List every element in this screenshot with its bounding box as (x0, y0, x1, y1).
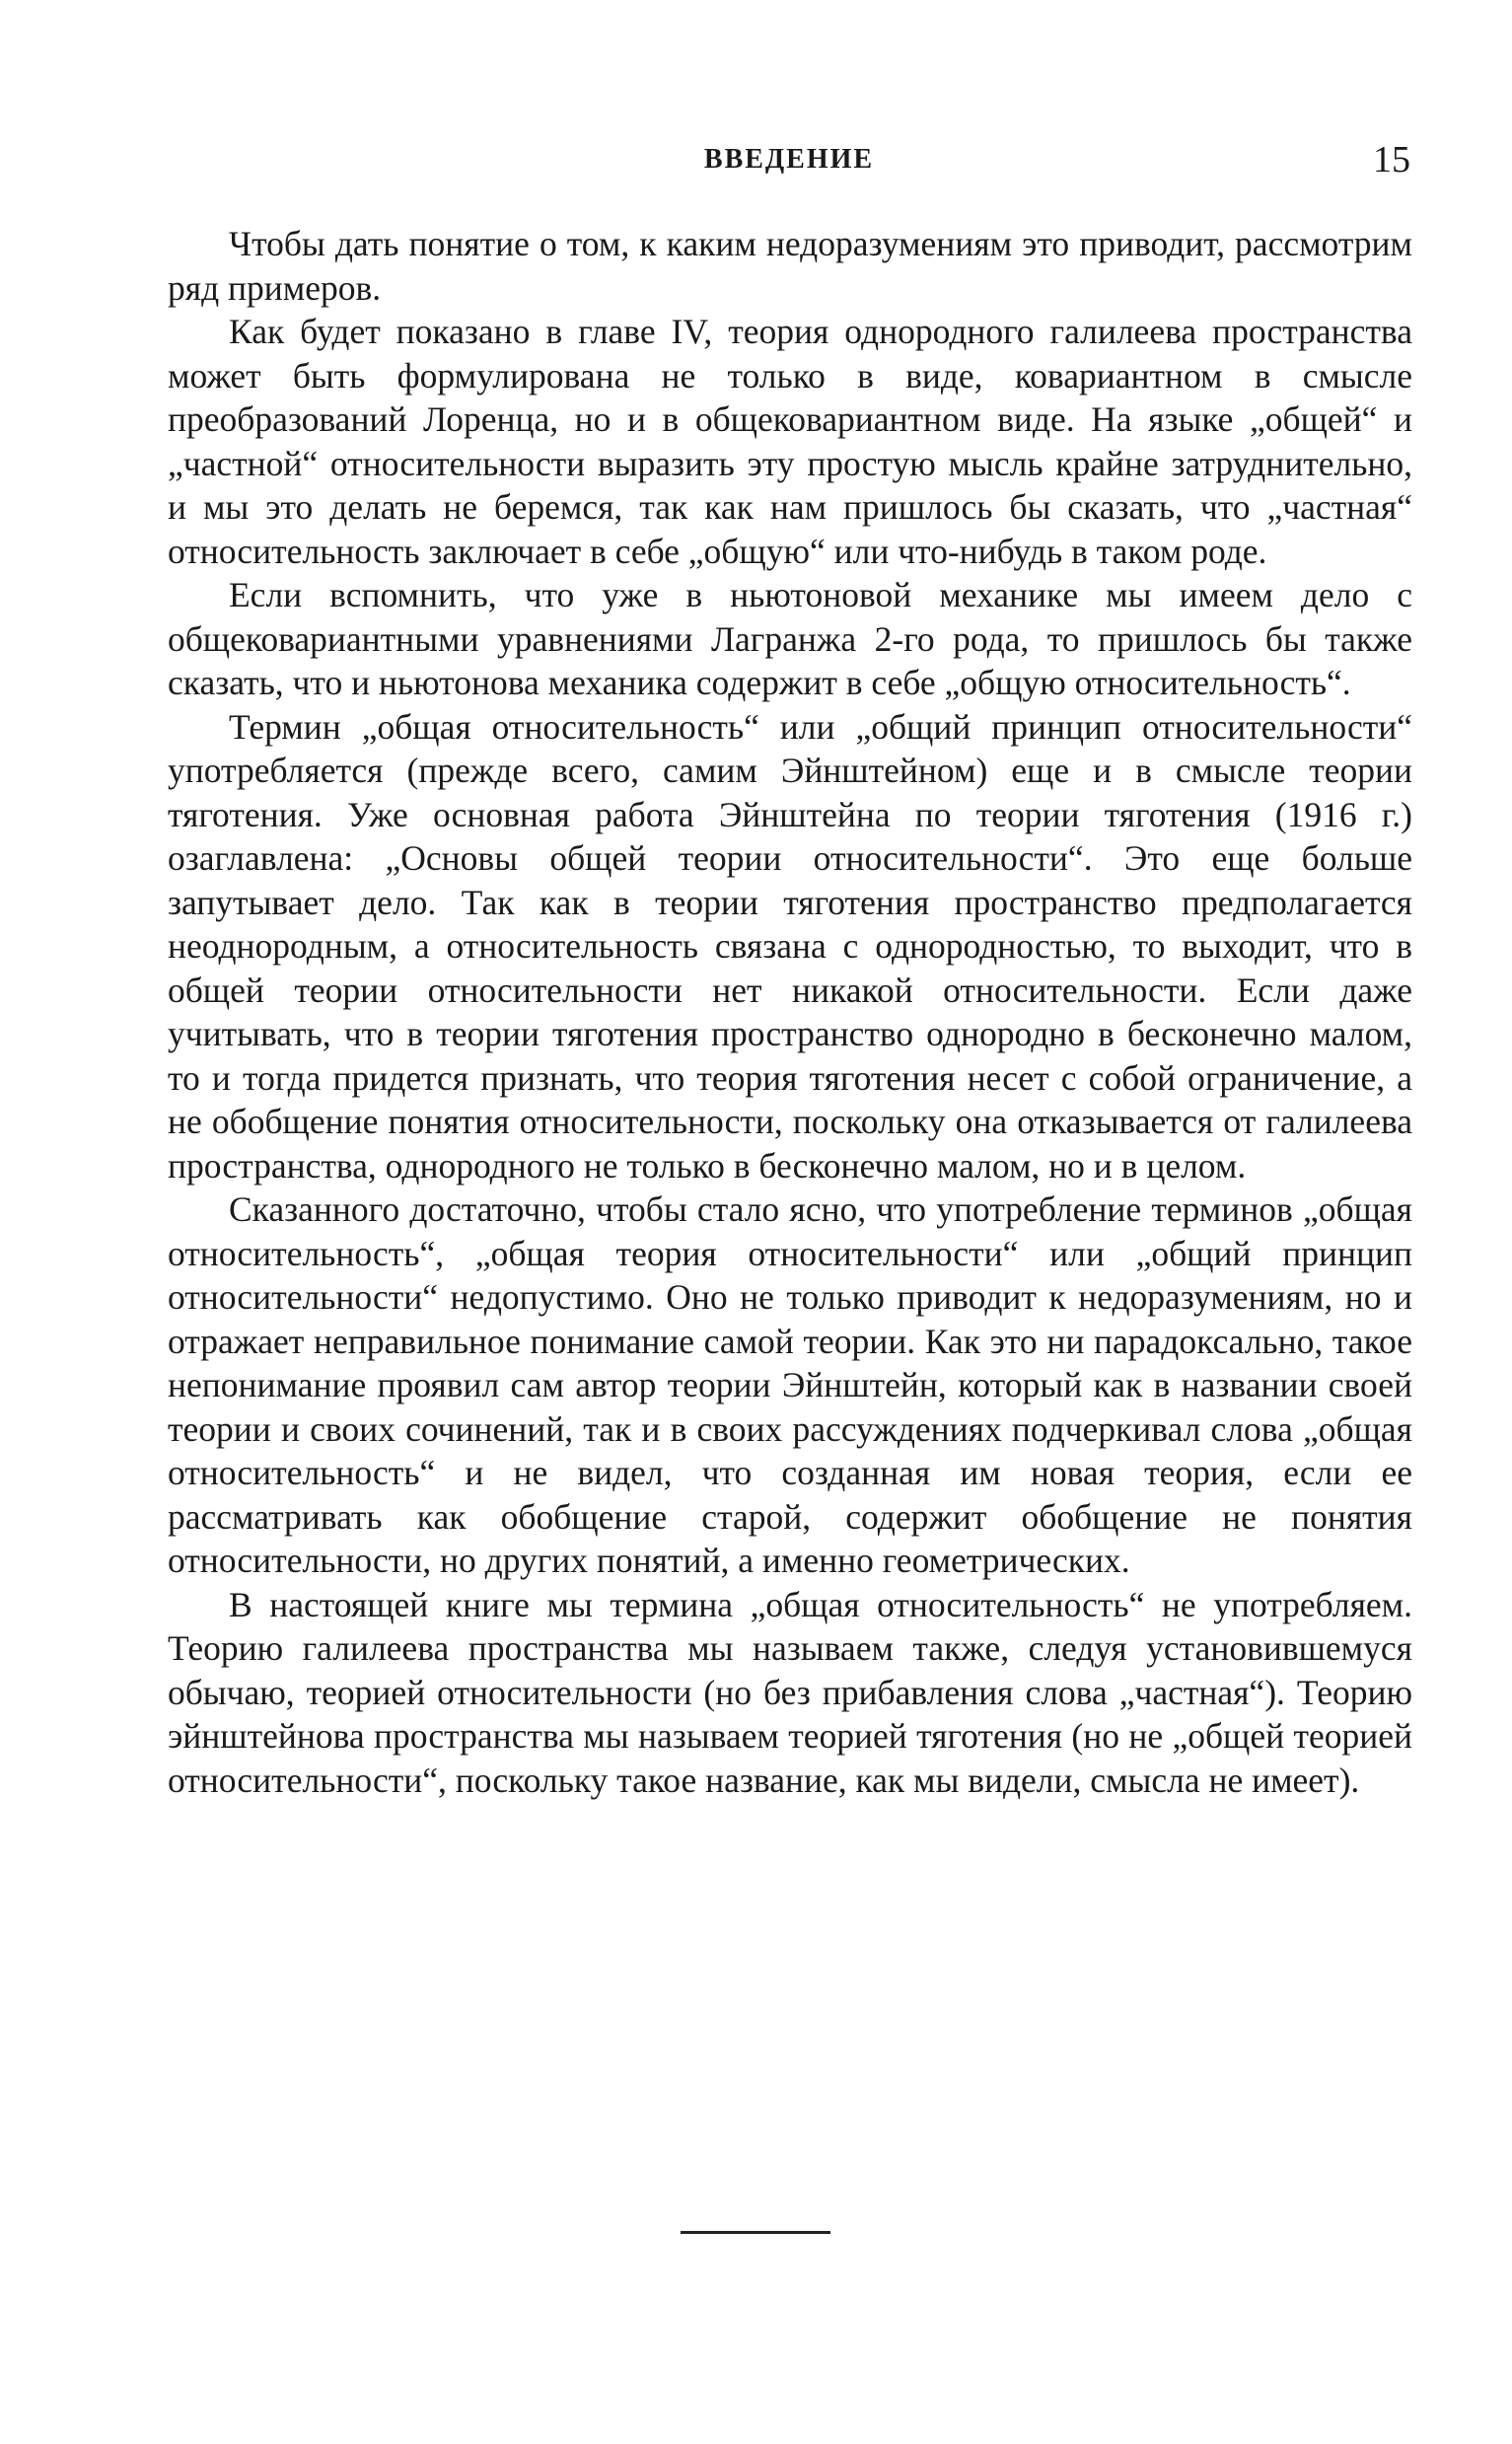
paragraph-6: В настоящей книге мы термина „общая относительность“ не употребляем. Теорию галилеева пространства мы называем также, следуя установившемуся обычаю, теорией относительности (но без прибавления слова „частная“). Теорию эйнштейнова пространства мы называем теорией тяготения (но не „общей теорией относительности“, поскольку такое название, как мы видели, смысла не имеет). (168, 1584, 1412, 1800)
paragraph-3: Если вспомнить, что уже в ньютоновой механике мы имеем дело с общековариантными уравнениями Лагранжа 2-го рода, то пришлось бы также сказать, что и ньютонова механика содержит в себе „общую относительность“. (168, 575, 1412, 702)
section-end-rule (681, 2231, 830, 2234)
paragraph-1: Чтобы дать понятие о том, к каким недоразумениям это приводит, рассмотрим ряд примеров. (168, 224, 1412, 308)
body-text (168, 222, 1412, 1802)
page-number: 15 (1373, 139, 1410, 180)
paragraph-5: Сказанного достаточно, чтобы стало ясно, что употребление терминов „общая относительность“, „общая теория относительности“ или „общий принцип относительности“ недопустимо. Оно не только приводит к недоразумениям, но и отражает неправильное понимание самой теории. Как это ни парадоксально, такое непонимание проявил сам автор теории Эйнштейн, который как в названии своей теории и своих сочинений, так и в своих рассуждениях подчеркивал слова „общая относительность“ и не видел, что созданная им новая теория, если ее рассматривать как обобщение старой, содержит обобщение не понятия относительности, но других понятий, а именно геометрических. (168, 1189, 1412, 1580)
chapter-title: ВВЕДЕНИЕ (703, 144, 875, 175)
paragraph-4: Термин „общая относительность“ или „общий принцип относительности“ употребляется (прежде всего, самим Эйнштейном) еще и в смысле теории тяготения. Уже основная работа Эйнштейна по теории тяготения (1916 г.) озаглавлена: „Основы общей теории относительности“. Это еще больше запутывает дело. Так как в теории тяготения пространство предполагается неоднородным, а относительность связана с однородностью, то выходит, что в общей теории относительности нет никакой относительности. Если даже учитывать, что в теории тяготения пространство однородно в бесконечно малом, то и тогда придется признать, что теория тяготения несет с собой ограничение, а не обобщение понятия относительности, поскольку она отказывается от галилеева пространства, однородного не только в бесконечно малом, но и в целом. (168, 706, 1412, 1186)
paragraph-2: Как будет показано в главе IV, теория однородного галилеева пространства может быть формулирована не только в виде, ковариантном в смысле преобразований Лоренца, но и в общековариантном виде. На языке „общей“ и „частной“ относительности выразить эту простую мысль крайне затруднительно, и мы это делать не беремся, так как нам пришлось бы сказать, что „частная“ относительность заключает в себе „общую“ или что-нибудь в таком роде. (168, 312, 1412, 571)
running-head (168, 138, 1410, 187)
